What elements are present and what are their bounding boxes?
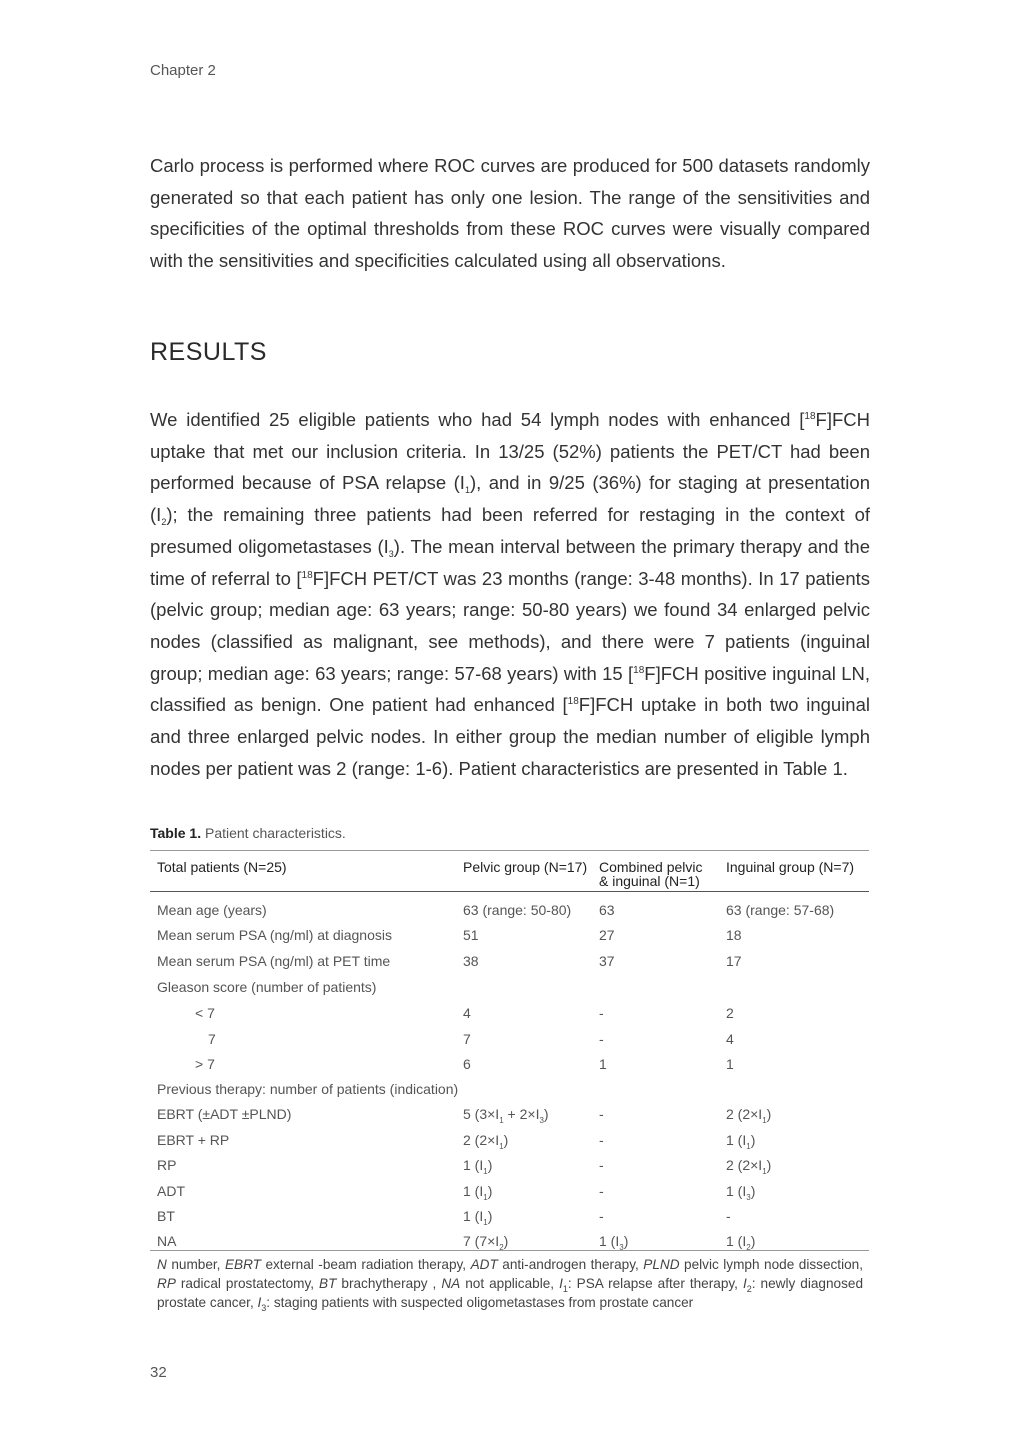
table-row <box>150 1079 869 1104</box>
cell-pelvic: 1 $(I_1)$ <box>463 1208 493 1227</box>
cell-label: Mean serum PSA (ng/ml) at PET time <box>157 953 391 969</box>
cell-pelvic: 7 $(7\times I_2)$ <box>463 1233 509 1252</box>
cell-label: 7 <box>208 1031 216 1047</box>
table-body <box>150 892 869 1251</box>
table-row <box>150 1231 869 1256</box>
cell-label: BT <box>157 1208 175 1224</box>
header-combined: Combined pelvic & inguinal (N=1) <box>599 859 703 889</box>
cell-inguinal: 1 $(I_2)$ <box>726 1233 756 1252</box>
cell-inguinal: 63 (range: 57-68) <box>726 902 835 918</box>
cell-combined: - <box>599 1208 604 1224</box>
cell-combined: 37 <box>599 953 615 969</box>
table-row <box>150 1003 869 1028</box>
cell-pelvic: 2 $(2\times I_1)$ <box>463 1132 509 1151</box>
cell-label: Mean age (years) <box>157 902 267 918</box>
cell-combined: - <box>599 1132 604 1148</box>
cell-label: EBRT + RP <box>157 1132 230 1148</box>
table-footnote: N number, EBRT external -beam radiation therapy, ADT anti-androgen therapy, PLND pelvic lymph node dissection, RP radical prostatectomy, BT brachytherapy , NA not applicable, $I_1$: PSA relapse after therapy, $I_2$: newly diagnosed prostate cancer, $I_3$: staging patients with suspected oligometastases from prostate cancer <box>157 1257 863 1313</box>
table-row <box>150 1029 869 1054</box>
cell-combined: 1 $(I_3)$ <box>599 1233 629 1252</box>
cell-label: EBRT (±ADT ±PLND) <box>157 1106 292 1122</box>
cell-pelvic: 63 (range: 50-80) <box>463 902 572 918</box>
cell-combined: 1 <box>599 1056 607 1072</box>
page-number: 32 <box>150 1364 167 1381</box>
cell-label: > 7 <box>195 1056 215 1072</box>
cell-inguinal: 2 $(2\times I_1)$ <box>726 1157 772 1176</box>
cell-pelvic: 6 <box>463 1056 471 1072</box>
table-row <box>150 925 869 950</box>
cell-pelvic: 38 <box>463 953 479 969</box>
cell-label: Mean serum PSA (ng/ml) at diagnosis <box>157 927 392 943</box>
cell-label: RP <box>157 1157 177 1173</box>
paragraph-results: We identified 25 eligible patients who had 54 lymph nodes with enhanced [$^{18}$F]FCH uptake that met our inclusion criteria. In 13/25 (52%) patients the PET/CT had been performed because of PSA relapse $(I_1)$, and in 9/25 (36%) for staging at presentation $(I_2)$; the remaining three patients had been referred for restaging in the context of presumed oligometastases $(I_3)$. The mean interval between the primary therapy and the time of referral to [$^{18}$F]FCH PET/CT was 23 months (range: 3-48 months). In 17 patients (pelvic group; median age: 63 years; range: 50-80 years) we found 34 enlarged pelvic nodes (classified as malignant, see methods), and there were 7 patients (inguinal group; median age: 63 years; range: 57-68 years) with 15 [$^{18}$F]FCH positive inguinal LN, classified as benign. One patient had enhanced [$^{18}$F]FCH uptake in both two inguinal and three enlarged pelvic nodes. In either group the median number of eligible lymph nodes per patient was 2 (range: 1-6). Patient characteristics are presented in Table 1. <box>150 409 871 779</box>
cell-pelvic: 7 <box>463 1031 471 1047</box>
table-row <box>150 1054 869 1079</box>
cell-combined: - <box>599 1157 604 1173</box>
cell-combined: 63 <box>599 902 615 918</box>
cell-inguinal: 1 $(I_1)$ <box>726 1132 756 1151</box>
table-row <box>150 1130 869 1155</box>
table-header-row <box>150 851 869 892</box>
cell-pelvic: 4 <box>463 1005 471 1021</box>
paragraph-methods-end: Carlo process is performed where ROC curves are produced for 500 datasets randomly generated so that each patient has only one lesion. The range of the sensitivities and specificities of the optimal thresholds from these ROC curves were visually compared with the sensitivities and specificities calculated using all observations. <box>150 155 870 272</box>
cell-inguinal: 1 <box>726 1056 734 1072</box>
cell-combined: - <box>599 1183 604 1199</box>
cell-inguinal: 2 <box>726 1005 734 1021</box>
cell-pelvic: 5 $(3\times I_1 + 2\times I_3)$ <box>463 1106 549 1125</box>
cell-inguinal: 18 <box>726 927 742 943</box>
table-row <box>150 1104 869 1129</box>
table-row <box>150 1155 869 1180</box>
cell-inguinal: 2 $(2\times I_1)$ <box>726 1106 772 1125</box>
table-row <box>150 900 869 925</box>
table-row <box>150 1206 869 1231</box>
patient-characteristics-table <box>150 850 869 1251</box>
table-row <box>150 951 869 976</box>
header-total-patients: Total patients (N=25) <box>157 859 287 875</box>
cell-label: ADT <box>157 1183 185 1199</box>
cell-label: Gleason score (number of patients) <box>157 979 377 995</box>
cell-combined: 27 <box>599 927 615 943</box>
table-row <box>150 1181 869 1206</box>
cell-inguinal: - <box>726 1208 731 1224</box>
cell-pelvic: 1 $(I_1)$ <box>463 1157 493 1176</box>
cell-label: < 7 <box>195 1005 215 1021</box>
section-heading-results: RESULTS <box>150 338 267 366</box>
cell-combined: - <box>599 1031 604 1047</box>
cell-combined: - <box>599 1005 604 1021</box>
running-head: Chapter 2 <box>150 62 216 79</box>
cell-label: Previous therapy: number of patients (indication) <box>157 1081 459 1097</box>
cell-inguinal: 1 $(I_3)$ <box>726 1183 756 1202</box>
cell-label: NA <box>157 1233 177 1249</box>
cell-inguinal: 4 <box>726 1031 734 1047</box>
cell-inguinal: 17 <box>726 953 742 969</box>
header-inguinal-group: Inguinal group (N=7) <box>726 859 855 875</box>
cell-pelvic: 1 $(I_1)$ <box>463 1183 493 1202</box>
cell-combined: - <box>599 1106 604 1122</box>
header-pelvic-group: Pelvic group (N=17) <box>463 859 588 875</box>
table-row <box>150 977 869 1002</box>
cell-pelvic: 51 <box>463 927 479 943</box>
table-caption: Table 1. Patient characteristics. <box>150 825 346 841</box>
